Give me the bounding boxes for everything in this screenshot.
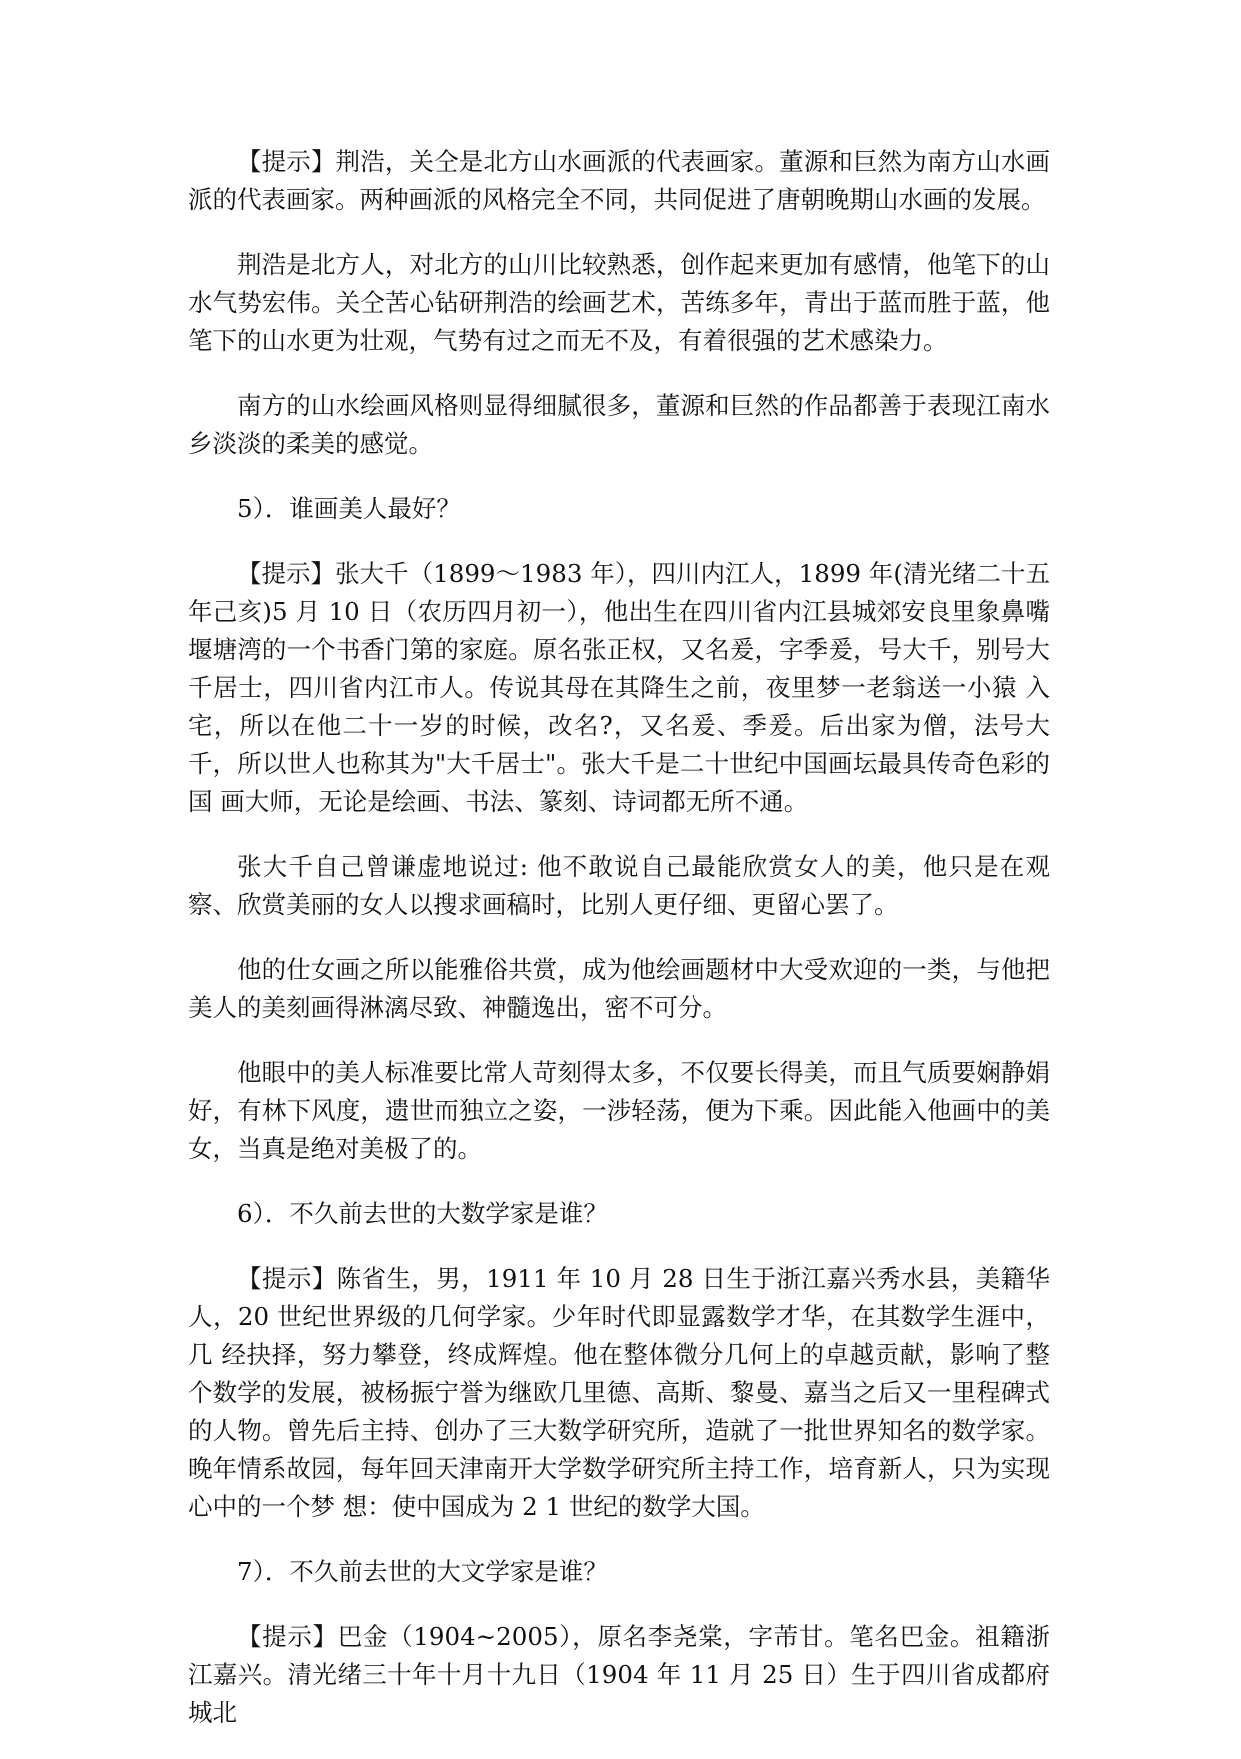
- paragraph-beauty-standard: 他眼中的美人标准要比常人苛刻得太多，不仅要长得美，而且气质要娴静娟好，有林下风度，遗世而独立之姿，一涉轻荡，便为下乘。因此能入他画中的美女，当真是绝对美极了的。: [188, 1058, 1050, 1163]
- document-body: [188, 143, 1050, 1759]
- question-7: 7）．不久前去世的大文学家是谁？: [237, 1557, 608, 1586]
- paragraph-tip-landscape-schools: 【提示】荆浩，关仝是北方山水画派的代表画家。董源和巨然为南方山水画派的代表画家。两种画派的风格完全不同，共同促进了唐朝晚期山水画的发展。: [188, 147, 1050, 214]
- paragraph-northern-painters: 荆浩是北方人，对北方的山川比较熟悉，创作起来更加有感情，他笔下的山水气势宏伟。关仝苦心钻研荆浩的绘画艺术，苦练多年，青出于蓝而胜于蓝，他笔下的山水更为壮观，气势有过之而无不及，有着很强的艺术感染力。: [188, 250, 1050, 355]
- question-6: 6）．不久前去世的大数学家是谁？: [237, 1199, 608, 1228]
- paragraph-tip-chern: 【提示】陈省生，男，1911 年 10 月 28 日生于浙江嘉兴秀水县，美籍华人，20 世纪世界级的几何学家。少年时代即显露数学才华，在其数学生涯中，几 经抉择，努力攀登，终成辉煌。他在整体微分几何上的卓越贡献，影响了整个数学的发展，被杨振宁誉为继欧几里德、高斯、黎曼、嘉当之后又一里程碑式的人物。曾先后主持、创办了三大数学研究所，造就了一批世界知名的数学家。晚年情系故园，每年回天津南开大学数学研究所主持工作，培育新人，只为实现心中的一个梦 想：使中国成为 2 1 世纪的数学大国。: [188, 1264, 1050, 1521]
- paragraph-tip-ba-jin: 【提示】巴金（1904~2005），原名李尧棠，字芾甘。笔名巴金。祖籍浙江嘉兴。清光绪三十年十月十九日（1904 年 11 月 25 日）生于四川省成都府城北: [188, 1622, 1050, 1727]
- paragraph-lady-paintings: 他的仕女画之所以能雅俗共赏，成为他绘画题材中大受欢迎的一类，与他把美人的美刻画得淋漓尽致、神髓逸出，密不可分。: [188, 955, 1050, 1022]
- question-5: 5）．谁画美人最好？: [237, 494, 461, 523]
- paragraph-southern-style: 南方的山水绘画风格则显得细腻很多，董源和巨然的作品都善于表现江南水乡淡淡的柔美的感觉。: [188, 391, 1050, 458]
- paragraph-zhang-modesty: 张大千自己曾谦虚地说过: 他不敢说自己最能欣赏女人的美，他只是在观察、欣赏美丽的女人以搜求画稿时，比别人更仔细、更留心罢了。: [188, 852, 1050, 919]
- paragraph-tip-zhang-daqian: 【提示】张大千（1899～1983 年），四川内江人，1899 年(清光绪二十五年己亥)5 月 10 日（农历四月初一），他出生在四川省内江县城郊安良里象鼻嘴堰塘湾的一个书香门第的家庭。原名张正权，又名爰，字季爰，号大千，别号大千居士，四川省内江市人。传说其母在其降生之前，夜里梦一老翁送一小猿 入宅，所以在他二十一岁的时候，改名?，又名爰、季爰。后出家为僧，法号大千，所以世人也称其为"大千居士"。张大千是二十世纪中国画坛最具传奇色彩的国 画大师，无论是绘画、书法、篆刻、诗词都无所不通。: [188, 559, 1050, 816]
